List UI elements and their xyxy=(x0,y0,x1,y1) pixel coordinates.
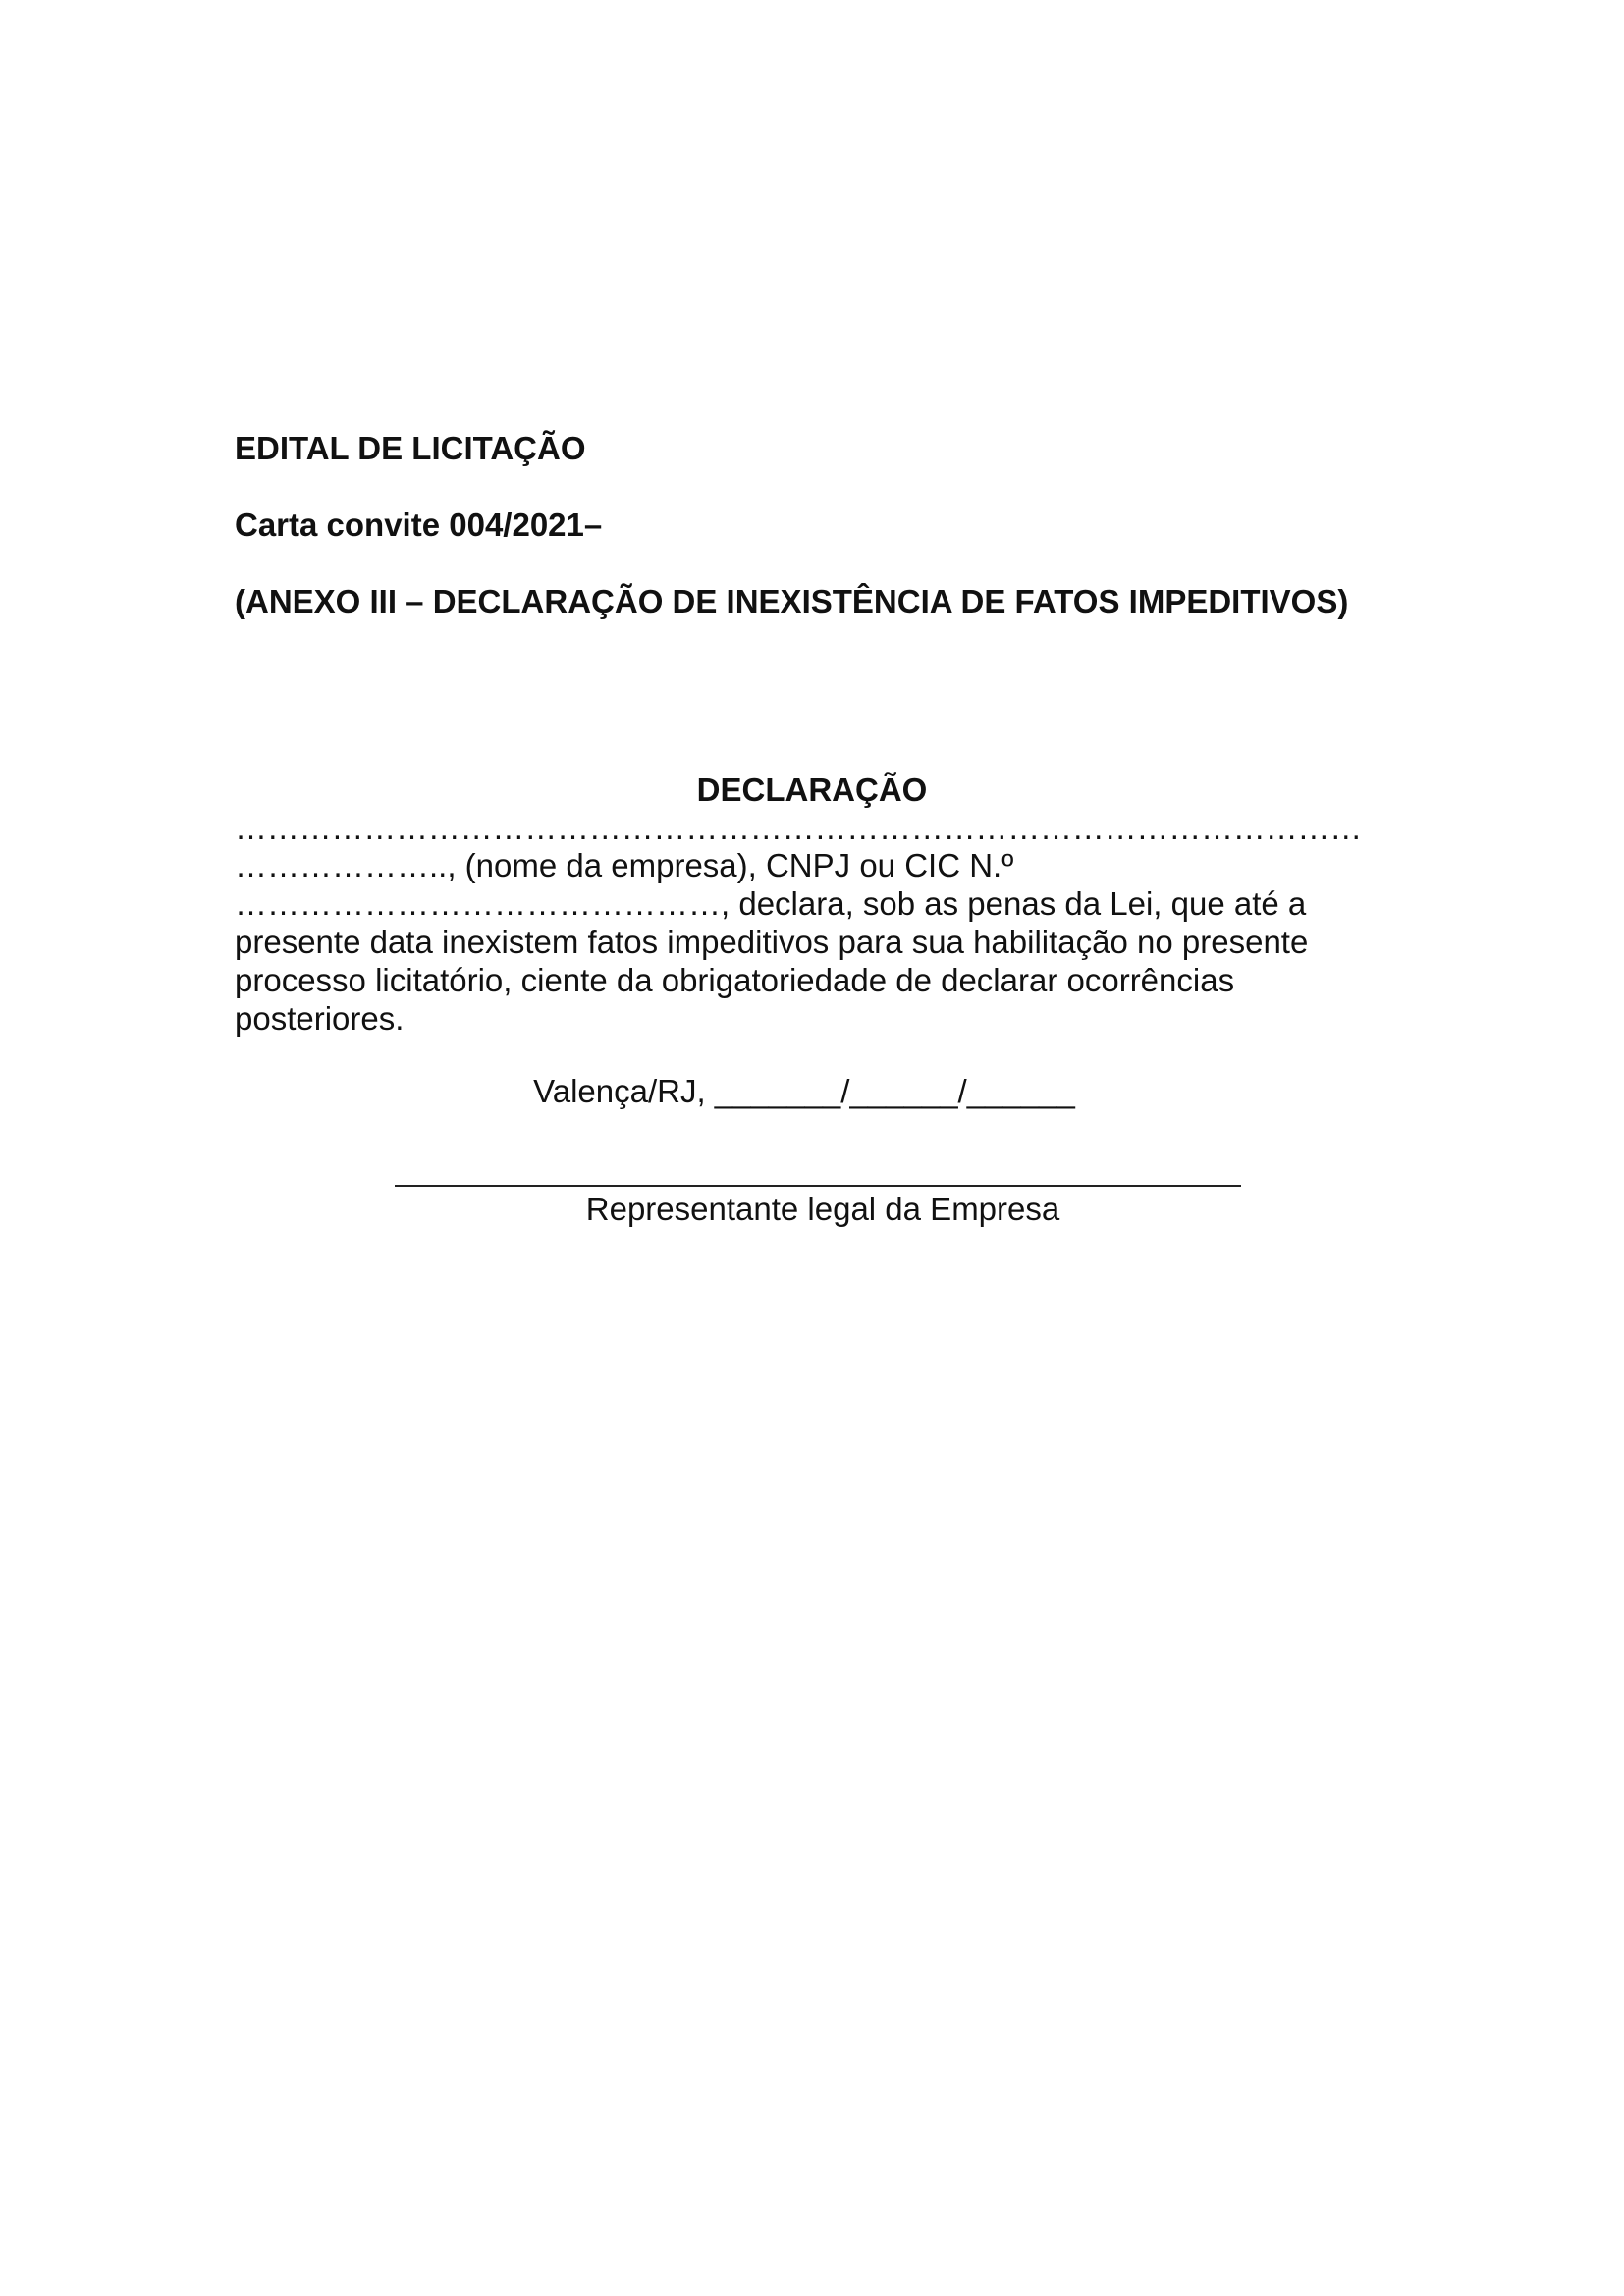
declaration-line: posteriores. xyxy=(235,1000,405,1037)
carta-convite-heading: Carta convite 004/2021– xyxy=(235,507,603,543)
place-date-line: Valença/RJ, _______/______/______ xyxy=(533,1073,1075,1109)
anexo-heading: (ANEXO III – DECLARAÇÃO DE INEXISTÊNCIA DE FATOS IMPEDITIVOS) xyxy=(235,583,1349,619)
signature-line xyxy=(395,1185,1241,1187)
declaration-line: ……………….., (nome da empresa), CNPJ ou CIC N.º xyxy=(235,847,1014,883)
declaration-line: …………………………………………………………………………………………… xyxy=(235,810,1363,846)
declaration-title: DECLARAÇÃO xyxy=(696,772,928,808)
signature-label: Representante legal da Empresa xyxy=(585,1191,1060,1227)
declaration-line: processo licitatório, ciente da obrigatoriedade de declarar ocorrências xyxy=(235,962,1235,998)
declaration-line: presente data inexistem fatos impeditivos para sua habilitação no presente xyxy=(235,924,1309,960)
declaration-line: ………………………………………, declara, sob as penas da Lei, que até a xyxy=(235,885,1307,922)
edital-heading: EDITAL DE LICITAÇÃO xyxy=(235,430,586,466)
